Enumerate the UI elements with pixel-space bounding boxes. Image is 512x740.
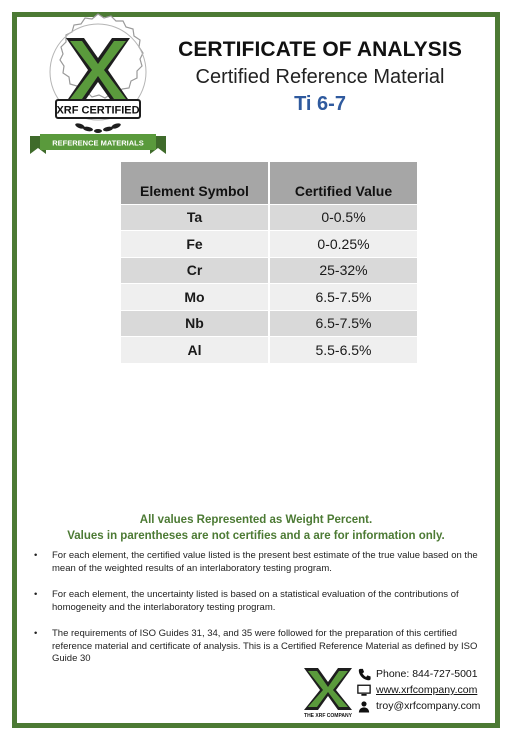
certified-value-cell: 6.5-7.5%: [269, 284, 417, 311]
certified-value-cell: 25-32%: [269, 257, 417, 284]
note-line-2: Values in parentheses are not certifies and a are for information only.: [67, 530, 445, 542]
column-header-certified-value: Certified Value: [269, 162, 417, 204]
certified-value-cell: 0-0.25%: [269, 231, 417, 258]
certified-values-table: [121, 162, 417, 363]
footer-logo-text: THE XRF COMPANY: [304, 713, 352, 718]
material-code: Ti 6-7: [294, 93, 346, 115]
table-row: [121, 231, 417, 258]
weight-percent-note: [30, 512, 482, 544]
table-row: [121, 284, 417, 311]
table-header-row: [121, 162, 417, 204]
element-symbol-cell: Ta: [121, 204, 269, 231]
element-symbol-cell: Fe: [121, 231, 269, 258]
table-row: [121, 310, 417, 337]
bullet-marker: •: [34, 589, 38, 600]
seal-ribbon-text: REFERENCE MATERIALS: [52, 138, 144, 148]
contact-info: [356, 666, 496, 714]
element-symbol-cell: Mo: [121, 284, 269, 311]
phone-text: Phone: 844-727-5001: [376, 668, 478, 680]
certified-value-cell: 5.5-6.5%: [269, 337, 417, 364]
email-text[interactable]: troy@xrfcompany.com: [376, 700, 481, 712]
bullet-marker: •: [34, 550, 38, 561]
page-title: CERTIFICATE OF ANALYSIS: [178, 38, 462, 61]
xrf-certified-seal-logo: [20, 8, 176, 158]
column-header-element-symbol: Element Symbol: [121, 162, 269, 204]
xrf-company-logo: [300, 662, 356, 718]
person-icon: [356, 699, 372, 713]
certification-notes-list: [34, 550, 482, 680]
website-row: [356, 682, 496, 698]
list-item: [34, 628, 482, 666]
element-symbol-cell: Nb: [121, 310, 269, 337]
certified-value-cell: 0-0.5%: [269, 204, 417, 231]
table-row: [121, 337, 417, 364]
element-symbol-cell: Al: [121, 337, 269, 364]
email-row: [356, 698, 496, 714]
phone-row: [356, 666, 496, 682]
list-item: [34, 550, 482, 575]
bullet-text: For each element, the uncertainty listed is based on a statistical evaluation of the contributions of homogeneity and the interlaboratory testing program.: [52, 589, 459, 613]
bullet-text: The requirements of ISO Guides 31, 34, and 35 were followed for the preparation of this certified reference material and certificate of analysis. This is a Certified Reference Material as defined by ISO Guide 30: [52, 628, 478, 664]
list-item: [34, 589, 482, 614]
computer-icon: [356, 683, 372, 697]
table-row: [121, 204, 417, 231]
certified-value-cell: 6.5-7.5%: [269, 310, 417, 337]
note-line-1: All values Represented as Weight Percent.: [139, 514, 373, 526]
header-titles: [170, 38, 470, 116]
phone-icon: [356, 667, 372, 681]
page-subtitle: Certified Reference Material: [195, 66, 445, 88]
seal-badge-text: XRF CERTIFIED: [56, 104, 140, 117]
element-symbol-cell: Cr: [121, 257, 269, 284]
table-row: [121, 257, 417, 284]
bullet-text: For each element, the certified value listed is the present best estimate of the true value based on the mean of the weighted results of an interlaboratory testing program.: [52, 550, 478, 574]
website-link[interactable]: www.xrfcompany.com: [376, 684, 478, 696]
bullet-marker: •: [34, 628, 38, 639]
